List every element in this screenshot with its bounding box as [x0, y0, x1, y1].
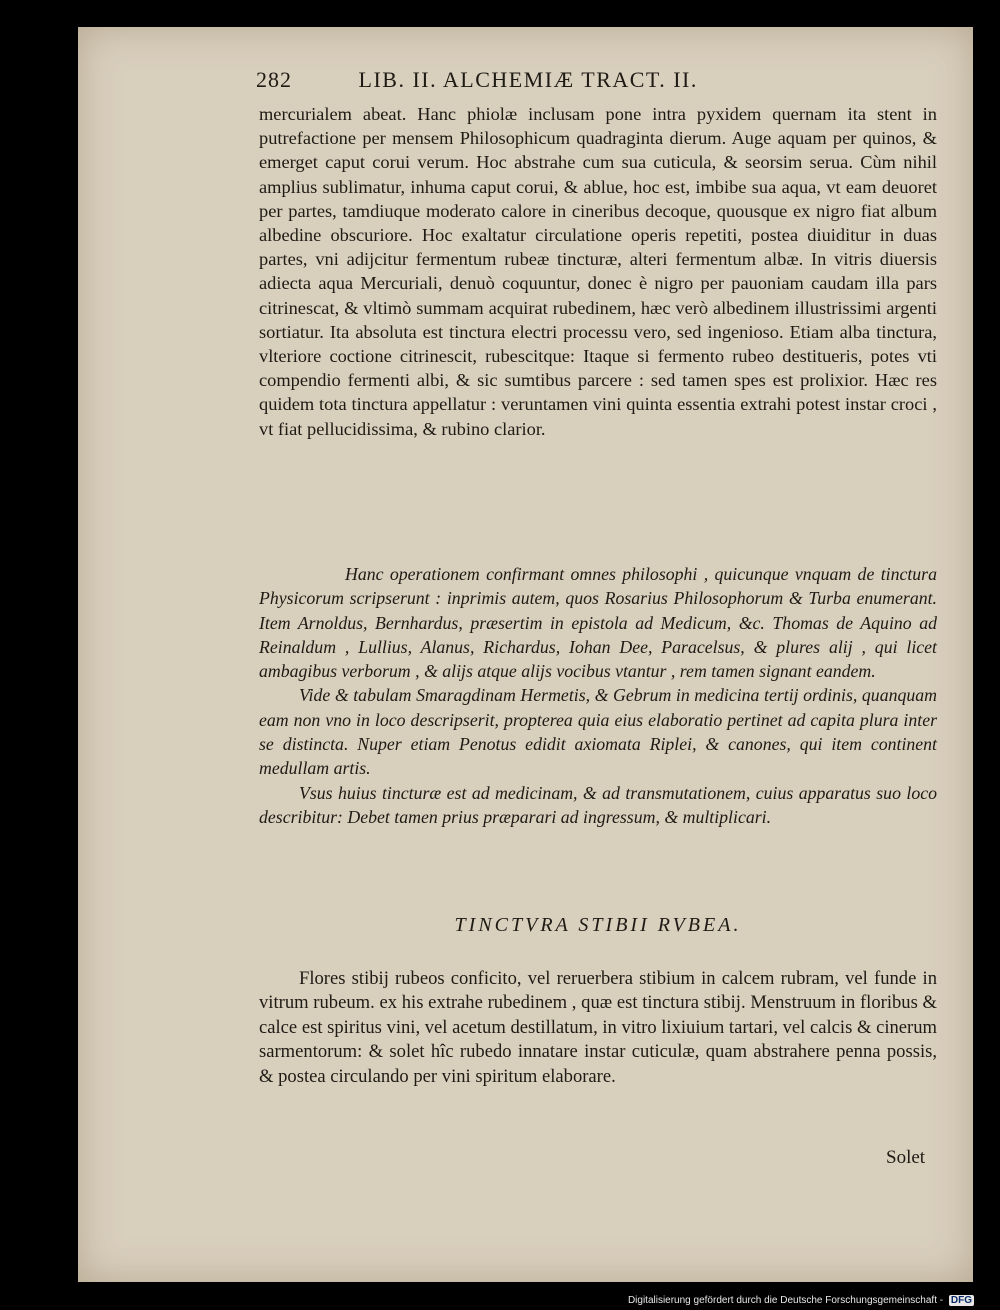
digitization-footer	[628, 1295, 974, 1306]
main-text-block	[259, 102, 937, 441]
main-paragraph: mercurialem abeat. Hanc phiolæ inclusam pone intra pyxidem quernam ita stent in putrefactione per mensem Philosophicum quadraginta dierum. Auge aquam per quinos, & emerget caput corui verum. Hoc abstrahe cum sua cuticula, & seorsim serua. Cùm nihil amplius sublimatur, inhuma caput corui, & ablue, hoc est, imbibe sua aqua, vt eam deuoret per partes, tamdiuque moderato calore in cineribus decoque, quousque ex nigro fiat album albedine obscuriore. Hoc exaltatur circulatione operis repetiti, postea diuiditur in duas partes, vni adijcitur fermentum rubeæ tincturæ, alteri fermentum albæ. In vitris diuersis adiecta aqua Mercuriali, denuò coquuntur, donec è nigro per pauoniam caudam illa pars citrinescat, & vltimò summam acquirat rubedinem, hæc verò albedinem illustrissimi argenti sortiatur. Ita absoluta est tinctura electri processu vero, sed ingenioso. Etiam alba tinctura, vlteriore coctione citrinescit, rubescitque: Itaque si fermento rubeo destitueris, potes vti compendio fermenti albi, & sic sumtibus parcere : sed tamen spes est prolixior. Hæc res quidem tota tinctura appellatur : veruntamen vini quinta essentia extrahi potest instar croci , vt fiat pellucidissima, & rubino clarior.	[259, 104, 937, 439]
italic-commentary	[259, 562, 937, 829]
book-page	[78, 27, 973, 1282]
section-paragraph: Flores stibij rubeos conficito, vel reruerbera stibium in calcem rubram, vel funde in vitrum rubeum. ex his extrahe rubedinem , quæ est tinctura stibij. Menstruum in floribus & calce est spiritus vini, vel acetum destillatum, in vitro lixiuium tartari, vel calcis & cinerum sarmentorum: & solet hîc rubedo innatare instar cuticulæ, quam abstrahere penna possis, & postea circulando per vini spiritum elaborare.	[259, 968, 937, 1087]
page-number: 282	[256, 67, 292, 92]
commentary-paragraph-2: Vide & tabulam Smaragdinam Hermetis, & Gebrum in medicina tertij ordinis, quanquam eam non vno in loco descripserit, propterea quia eius elaboratio pertinet ad capita plura inter se distincta. Nuper etiam Penotus edidit axiomata Riplei, & canones, qui item continent medullam artis.	[259, 685, 937, 779]
running-title: LIB. II. ALCHEMIÆ TRACT. II.	[358, 67, 698, 92]
dfg-logo: DFG	[950, 1295, 972, 1306]
running-header	[256, 67, 816, 93]
catchword: Solet	[886, 1147, 926, 1168]
section-text-block	[259, 967, 937, 1089]
section-heading: TINCTVRA STIBII RVBEA.	[454, 914, 742, 936]
commentary-paragraph-3: Vsus huius tincturæ est ad medicinam, & ad transmutationem, cuius apparatus suo loco describitur: Debet tamen prius præparari ad ingressum, & multiplicari.	[259, 782, 937, 827]
footer-text: Digitalisierung gefördert durch die Deutsche Forschungsgemeinschaft -	[627, 1295, 944, 1306]
commentary-paragraph-1: Hanc operationem confirmant omnes philosophi , quicunque vnquam de tinctura Physicorum scripserunt : inprimis autem, quos Rosarius Philosophorum & Turba enumerant. Item Arnoldus, Bernhardus, præsertim in epistola ad Medicum, &c. Thomas de Aquino ad Reinaldum , Lullius, Alanus, Richardus, Iohan Dee, Paracelsus, & plures alij , qui licet ambagibus verborum , & alijs atque alijs vocibus vtantur , rem tamen signant eandem.	[259, 564, 937, 682]
